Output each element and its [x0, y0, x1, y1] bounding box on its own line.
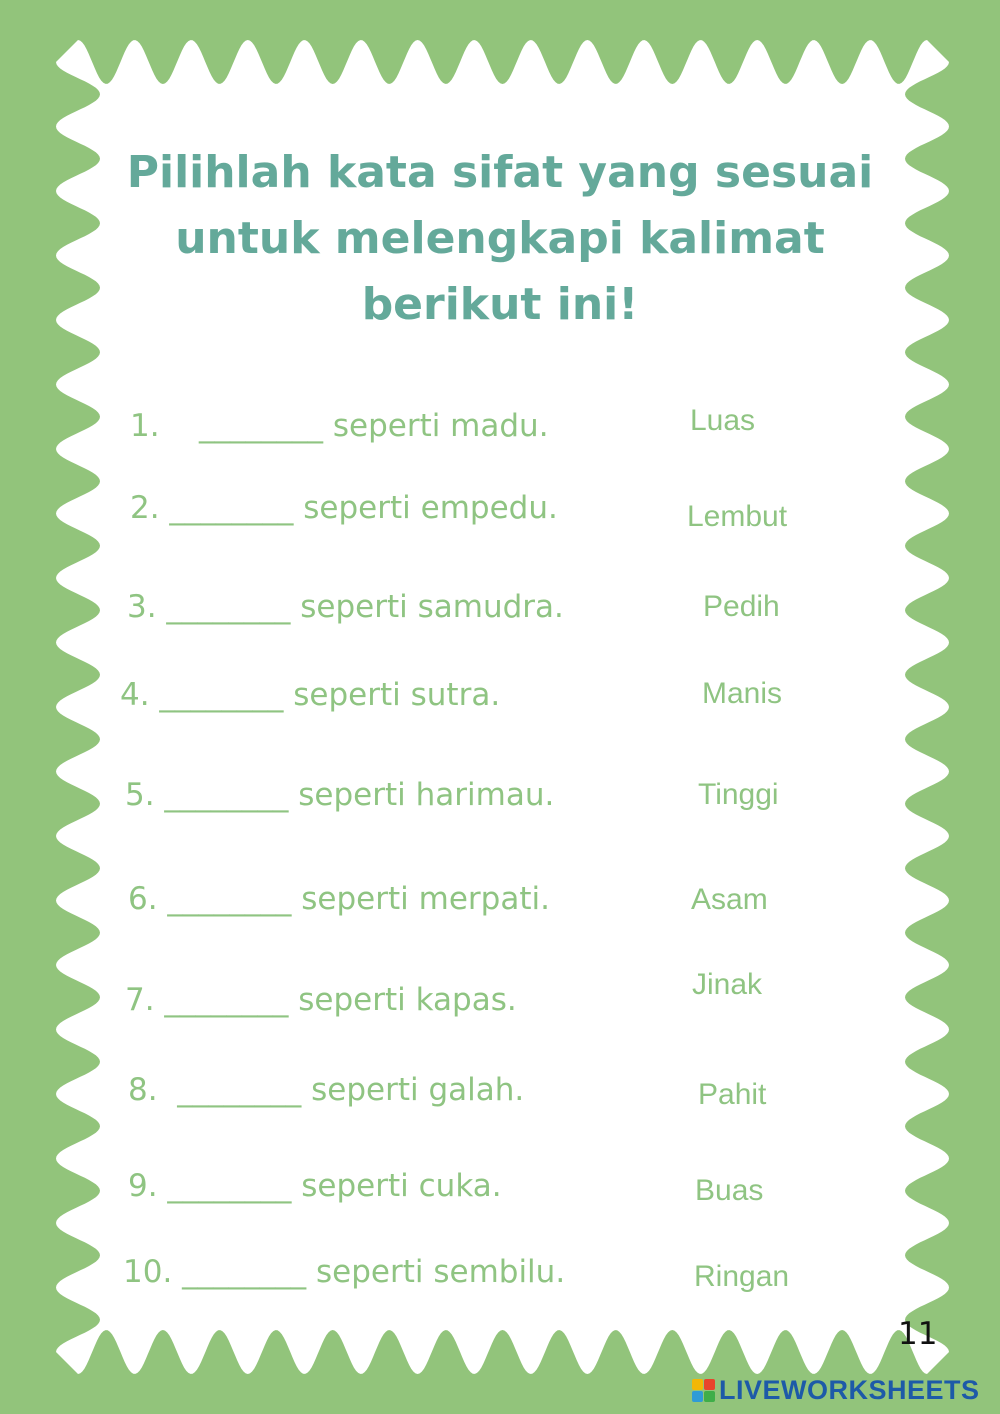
question-6[interactable]: 6. ________ seperti merpati.: [128, 881, 550, 917]
option-luas[interactable]: Luas: [690, 404, 756, 437]
option-lembut[interactable]: Lembut: [687, 500, 788, 533]
title-line-3: berikut ini!: [361, 279, 639, 330]
question-7[interactable]: 7. ________ seperti kapas.: [125, 982, 517, 1018]
question-2[interactable]: 2. ________ seperti empedu.: [130, 490, 558, 526]
option-jinak[interactable]: Jinak: [692, 968, 763, 1001]
liveworksheets-logo-icon: [692, 1379, 715, 1402]
question-3[interactable]: 3. ________ seperti samudra.: [127, 589, 564, 625]
page-number: 11: [898, 1316, 938, 1352]
option-pahit[interactable]: Pahit: [698, 1078, 767, 1111]
option-manis[interactable]: Manis: [702, 677, 783, 710]
question-4[interactable]: 4. ________ seperti sutra.: [120, 677, 501, 713]
option-buas[interactable]: Buas: [695, 1174, 764, 1207]
question-5[interactable]: 5. ________ seperti harimau.: [125, 777, 555, 813]
brand-name: LIVEWORKSHEETS: [719, 1374, 980, 1405]
option-asam[interactable]: Asam: [691, 883, 768, 916]
question-10[interactable]: 10. ________ seperti sembilu.: [123, 1254, 566, 1290]
brand-footer: [692, 1374, 980, 1406]
title-line-2: untuk melengkapi kalimat: [175, 213, 825, 264]
question-9[interactable]: 9. ________ seperti cuka.: [128, 1168, 502, 1204]
option-pedih[interactable]: Pedih: [703, 590, 780, 623]
option-ringan[interactable]: Ringan: [694, 1260, 790, 1293]
question-8[interactable]: 8. ________ seperti galah.: [128, 1072, 525, 1108]
title-line-1: Pilihlah kata sifat yang sesuai: [126, 147, 874, 198]
question-1[interactable]: 1. ________ seperti madu.: [130, 408, 549, 444]
option-tinggi[interactable]: Tinggi: [698, 778, 779, 811]
worksheet-title: [100, 140, 900, 338]
